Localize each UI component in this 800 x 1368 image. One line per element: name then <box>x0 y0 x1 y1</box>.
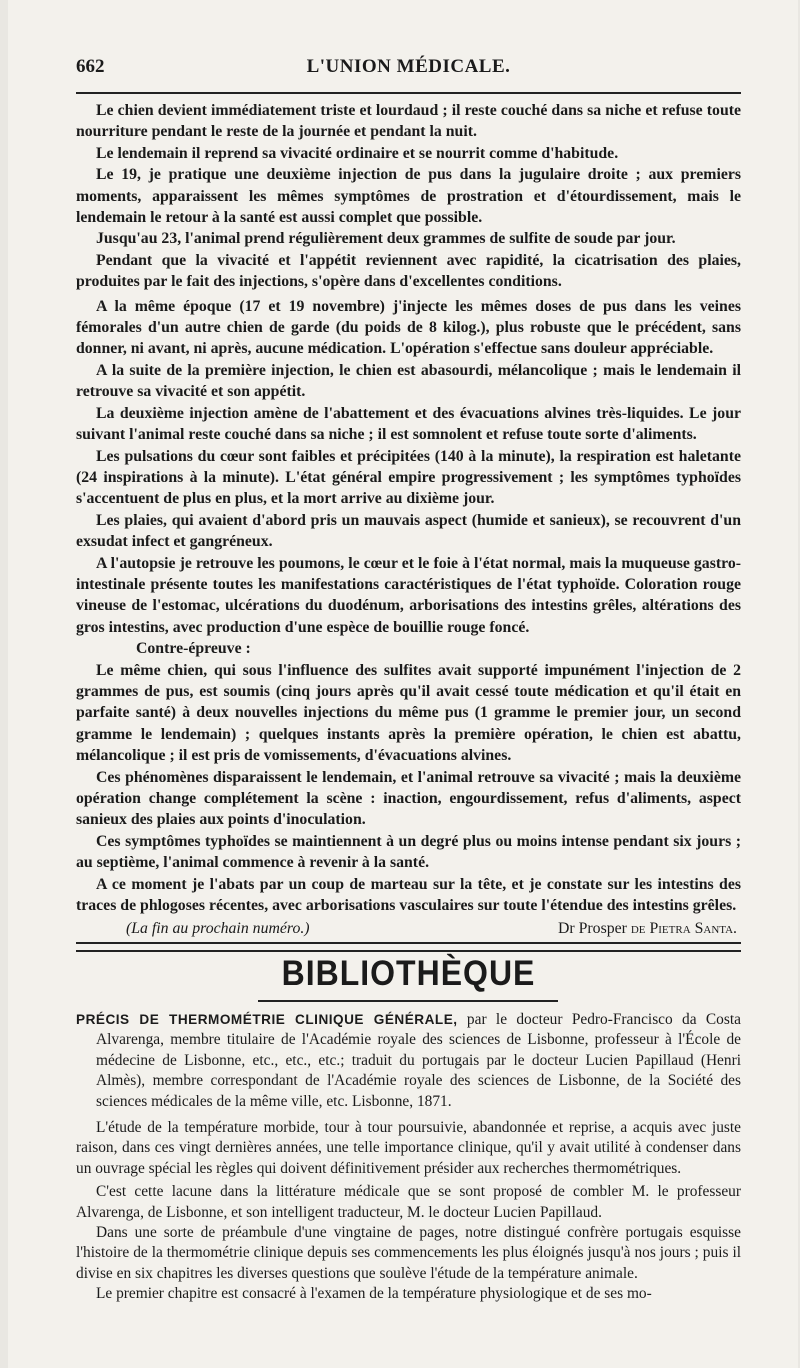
review-paragraph: L'étude de la température morbide, tour à tour poursuivie, abandonnée et reprise, a acquis avec juste raison, dans ces vingt dernières années, une telle importance clinique, qu'il y avait utilité à condenser dans un ouvrage spécial les règles qui doivent définitivement présider aux recherches thermométriques. <box>76 1119 741 1177</box>
header-rule <box>76 92 741 94</box>
article-paragraph: A ce moment je l'abats par un coup de marteau sur la tête, et je constate sur les intestins des traces de phlogoses récentes, avec arborisations vasculaires sur toute l'étendue des intestins grêles. <box>76 875 741 915</box>
book-title: PRÉCIS DE THERMOMÉTRIE CLINIQUE GÉNÉRALE, <box>76 1012 458 1027</box>
article-paragraph: Pendant que la vivacité et l'appétit reviennent avec rapidité, la cicatrisation des plaies, produites par le fait des injections, s'opère dans d'excellentes conditions. <box>76 251 741 291</box>
author-signature <box>558 918 737 939</box>
article-paragraph: Jusqu'au 23, l'animal prend régulièrement deux grammes de sulfite de soude par jour. <box>96 230 676 248</box>
article-paragraph: A l'autopsie je retrouve les poumons, le cœur et le foie à l'état normal, mais la muqueuse gastro-intestinale présente toutes les manifestations caractéristiques de l'état typhoïde. Coloration rouge vineuse de l'estomac, ulcérations du duodénum, arborisations des intestins grêles, altérations des gros intestins, avec production d'une espèce de bouillie rouge foncé. <box>76 554 741 636</box>
article-paragraph: Ces phénomènes disparaissent le lendemain, et l'animal retrouve sa vivacité ; mais la deuxième opération change complétement la scène : inaction, engourdissement, refus d'aliments, aspect sanieux des plaies aux points d'inoculation. <box>76 768 741 829</box>
review-paragraph: Dans une sorte de préambule d'une vingtaine de pages, notre distingué confrère portugais esquisse l'histoire de la thermométrie clinique depuis ses commencements les plus éloignés jusqu'à nos jours ; puis il divise en six chapitres les diverses questions que soulève l'étude de la température animale. <box>76 1224 741 1282</box>
signature-prefix: Dr Prosper <box>558 920 627 938</box>
article-paragraph: Les pulsations du cœur sont faibles et précipitées (140 à la minute), la respiration est haletante (24 inspirations à la minute). L'état général empire progressivement ; les symptômes typhoïdes s'accentuent de plus en plus, et la mort arrive au dixième jour. <box>76 447 741 508</box>
section-divider <box>76 942 741 952</box>
review-paragraph: Le premier chapitre est consacré à l'examen de la température physiologique et de ses mo- <box>96 1285 652 1303</box>
article-paragraph: Les plaies, qui avaient d'abord pris un mauvais aspect (humide et sanieux), se recouvrent d'un exsudat infect et gangréneux. <box>76 511 741 551</box>
bibliotheque-body <box>76 1010 741 1305</box>
book-details: par le docteur Pedro-Francisco da Costa Alvarenga, membre titulaire de l'Académie royale des sciences de Lisbonne, professeur à l'École de médecine de Lisbonne, etc., etc., etc.; traduit du portugais par le docteur Lucien Papillaud (Henri Almès), membre correspondant de l'Académie royale des sciences de Lisbonne, de la Société des sciences médicales de la même ville, etc. Lisbonne, 1871. <box>96 1011 741 1110</box>
review-paragraph: C'est cette lacune dans la littérature médicale que se sont proposé de combler M. le professeur Alvarenga, de Lisbonne, et son intelligent traducteur, M. le docteur Lucien Papillaud. <box>76 1183 741 1221</box>
article-paragraph: La deuxième injection amène de l'abattement et des évacuations alvines très-liquides. Le jour suivant l'animal reste couché dans sa niche ; il est somnolent et refuse toute sorte d'aliments. <box>76 404 741 444</box>
article-paragraph: A la même époque (17 et 19 novembre) j'injecte les mêmes doses de pus dans les veines fémorales d'un autre chien de garde (du poids de 8 kilog.), plus robuste que le précédent, sans donner, ni avant, ni après, aucune médication. L'opération s'effectue sans douleur appréciable. <box>76 297 741 358</box>
article-paragraph: A la suite de la première injection, le chien est abasourdi, mélancolique ; mais le lendemain il retrouve sa vivacité et son appétit. <box>76 361 741 401</box>
page-number: 662 <box>76 56 105 77</box>
article-paragraph: Le même chien, qui sous l'influence des sulfites avait supporté impunément l'injection de 2 grammes de pus, est soumis (cinq jours après qu'il avait cessé toute médication et qu'il était en parfaite santé) à deux nouvelles injections du même pus (1 gramme le premier jour, un second gramme le lendemain) ; quelques instants après la première opération, le chien est abattu, mélancolique ; il est pris de vomissements, d'évacuations alvines. <box>76 661 741 765</box>
continuation-note: (La fin au prochain numéro.) <box>126 920 310 938</box>
signature-name: de Pietra Santa. <box>630 920 737 938</box>
title-underline <box>258 1000 558 1002</box>
article-body <box>76 100 741 940</box>
page-header <box>76 56 741 82</box>
article-paragraph: Le chien devient immédiatement triste et lourdaud ; il reste couché dans sa niche et refuse toute nourriture pendant le reste de la journée et pendant la nuit. <box>76 102 741 141</box>
article-footer <box>76 918 741 939</box>
book-reference <box>76 1010 741 1112</box>
section-title: BIBLIOTHÈQUE <box>281 953 536 993</box>
journal-page <box>8 0 798 1368</box>
subheading-contre-epreuve: Contre-épreuve : <box>136 640 251 658</box>
article-paragraph: Le 19, je pratique une deuxième injection de pus dans la jugulaire droite ; aux premiers moments, apparaissent les mêmes symptômes de prostration et d'étourdissement, mais le lendemain le retour à la santé est aussi complet que possible. <box>76 166 741 227</box>
article-paragraph: Ces symptômes typhoïdes se maintiennent à un degré plus ou moins intense pendant six jours ; au septième, l'animal commence à revenir à la santé. <box>76 832 741 872</box>
running-title: L'UNION MÉDICALE. <box>306 56 511 77</box>
article-paragraph: Le lendemain il reprend sa vivacité ordinaire et se nourrit comme d'habitude. <box>96 144 619 162</box>
